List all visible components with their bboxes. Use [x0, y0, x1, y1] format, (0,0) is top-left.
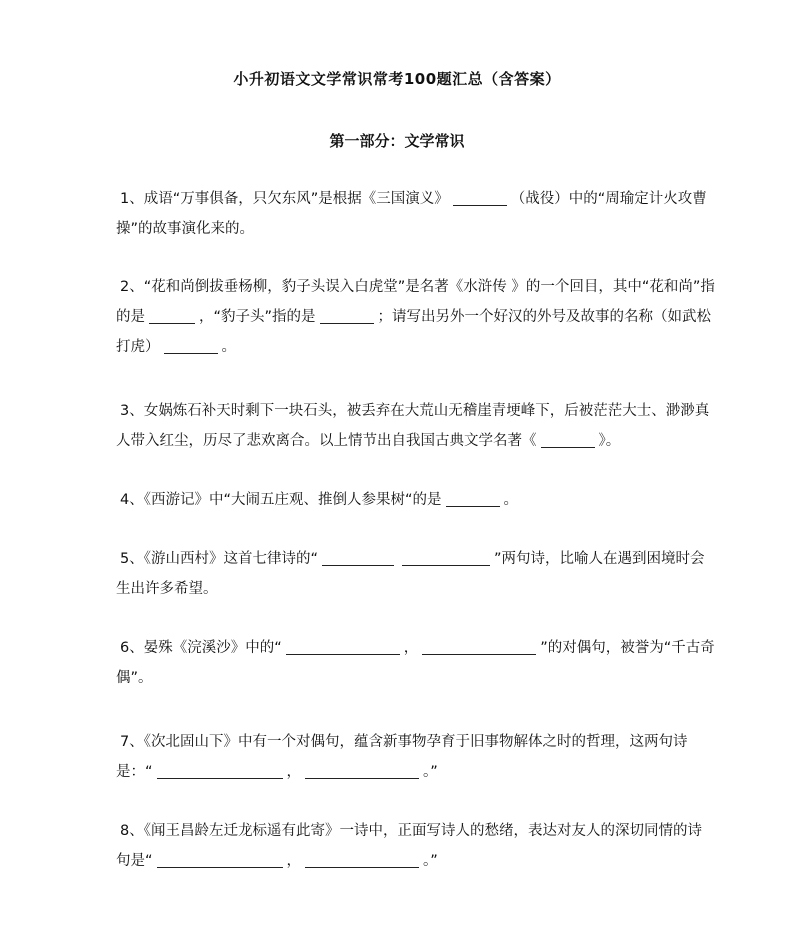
answer-blank	[157, 762, 283, 779]
answer-blank	[322, 549, 394, 566]
question-3	[116, 396, 716, 456]
answer-blank	[422, 638, 536, 655]
question-text: 8、《闻王昌龄左迁龙标遥有此寄》一诗中，正面写诗人的愁绪，表达对友人的深切同情的诗句是“	[116, 823, 702, 869]
question-text: 3、女娲炼石补天时剩下一块石头，被丢弃在大荒山无稽崖青埂峰下，后被茫茫大士、渺渺真人带入红尘，历尽了悲欢离合。以上情节出自我国古典文学名著《	[116, 403, 710, 449]
question-5	[116, 544, 716, 604]
question-2	[116, 272, 716, 362]
question-text: ，“豹子头”指的是	[199, 309, 316, 325]
question-text: ，	[403, 640, 419, 656]
question-text: 2、“花和尚倒拔垂杨柳，豹子头误入白虎堂”是名著《水浒传 》的一个回目，其中“花和尚”指的是	[116, 279, 715, 325]
question-text: 。”	[423, 764, 438, 780]
answer-blank	[541, 431, 595, 448]
question-text: 1、成语“万事俱备，只欠东风”是根据《三国演义》	[120, 191, 449, 207]
answer-blank	[286, 638, 400, 655]
section-heading: 第一部分：文学常识	[329, 132, 465, 150]
question-text: 。	[221, 339, 236, 355]
question-4	[116, 485, 716, 515]
question-6	[116, 633, 716, 693]
question-text: ；请写出另外一个好汉的外号及故事的名称（如武松打虎）	[116, 309, 712, 355]
question-text: 7、《次北固山下》中有一个对偶句，蕴含新事物孕育于旧事物解体之时的哲理，这两句诗是：“	[116, 734, 688, 780]
answer-blank	[305, 762, 419, 779]
question-text: ，	[286, 764, 302, 780]
answer-blank	[305, 851, 419, 868]
answer-blank	[164, 337, 218, 354]
document-title: 小升初语文文学常识常考100题汇总（含答案）	[233, 70, 561, 88]
answer-blank	[402, 549, 490, 566]
question-text: （战役）中的“周瑜定计火攻曹操”的故事演化来的。	[116, 191, 707, 237]
answer-blank	[446, 490, 500, 507]
question-1	[116, 184, 716, 244]
answer-blank	[157, 851, 283, 868]
question-text: ”的对偶句，被誉为“千古奇偶”。	[116, 640, 715, 686]
question-text: 。”	[423, 853, 438, 869]
question-8	[116, 816, 716, 876]
question-text: ，	[286, 853, 302, 869]
question-text: 4、《西游记》中“大闹五庄观、推倒人参果树“的是	[120, 492, 442, 508]
question-7	[116, 727, 716, 787]
answer-blank	[453, 189, 507, 206]
answer-blank	[320, 307, 374, 324]
question-text: 。	[503, 492, 518, 508]
question-text: 5、《游山西村》这首七律诗的“	[120, 551, 318, 567]
question-text: ”两句诗，比喻人在遇到困境时会生出许多希望。	[116, 551, 705, 597]
answer-blank	[149, 307, 195, 324]
question-text: 6、晏殊《浣溪沙》中的“	[120, 640, 282, 656]
question-text: 》。	[598, 433, 621, 449]
